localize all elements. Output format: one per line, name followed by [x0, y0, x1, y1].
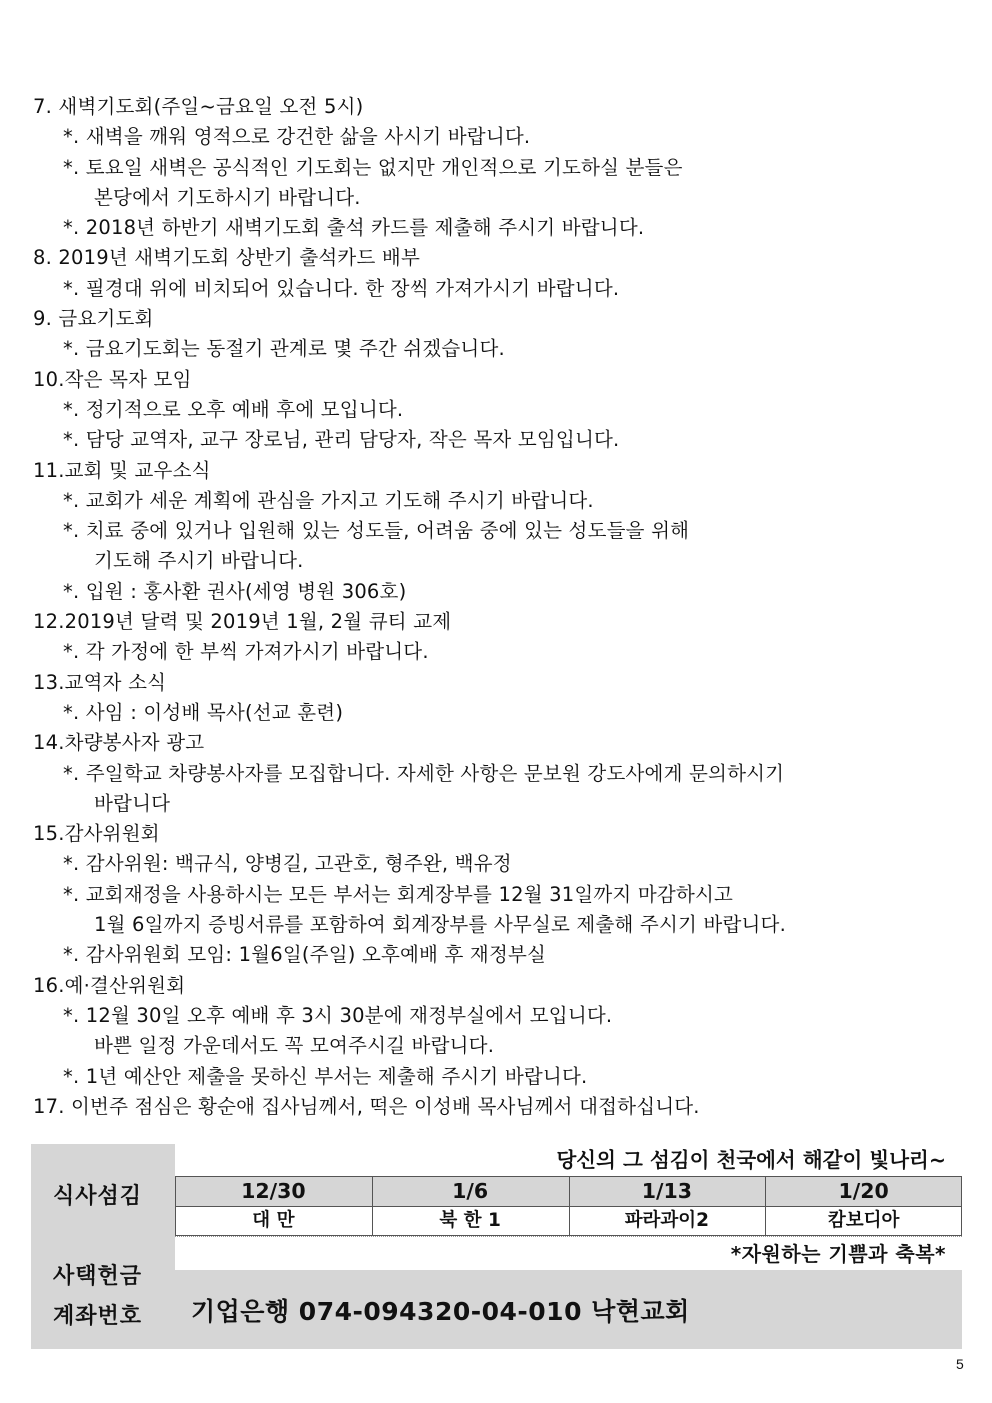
notice-heading: 8. 2019년 새벽기도회 상반기 출석카드 배부: [33, 246, 420, 270]
notice-item: 1월 6일까지 증빙서류를 포함하여 회계장부를 사무실로 제출해 주시기 바랍니다.: [94, 913, 786, 937]
notice-item: 본당에서 기도하시기 바랍니다.: [94, 185, 361, 209]
notice-heading: 12.2019년 달력 및 2019년 1월, 2월 큐티 교제: [33, 610, 452, 634]
notice-heading: 14.차량봉사자 광고: [33, 731, 205, 755]
notice-heading: 11.교회 및 교우소식: [33, 458, 211, 482]
notice-heading: 15.감사위원회: [33, 822, 160, 846]
schedule-date: 1/20: [765, 1176, 962, 1206]
notice-heading: 16.예·결산위원회: [33, 973, 186, 997]
notice-item: *. 교회가 세운 계획에 관심을 가지고 기도해 주시기 바랍니다.: [63, 488, 594, 512]
notice-item: *. 각 가정에 한 부씩 가져가시기 바랍니다.: [63, 640, 429, 664]
notice-item: *. 입원 : 홍사환 권사(세영 병원 306호): [63, 579, 407, 603]
notice-item: *. 2018년 하반기 새벽기도회 출석 카드를 제출해 주시기 바랍니다.: [63, 216, 645, 240]
notice-heading: 10.작은 목자 모임: [33, 367, 192, 391]
notice-item: *. 필경대 위에 비치되어 있습니다. 한 장씩 가져가시기 바랍니다.: [63, 276, 620, 300]
notice-heading: 9. 금요기도회: [33, 307, 154, 331]
notice-item: *. 담당 교역자, 교구 장로님, 관리 담당자, 작은 목자 모임입니다.: [63, 428, 620, 452]
notice-item: *. 감사위원회 모임: 1월6일(주일) 오후예배 후 재정부실: [63, 943, 547, 967]
table-rule: [175, 1176, 962, 1177]
notice-item: *. 금요기도회는 동절기 관계로 몇 주간 쉬겠습니다.: [63, 337, 505, 361]
page-number: 5: [956, 1356, 964, 1372]
notice-item: *. 1년 예산안 제출을 못하신 부서는 제출해 주시기 바랍니다.: [63, 1064, 588, 1088]
schedule-group: 캄보디아: [765, 1206, 962, 1236]
notice-item: *. 정기적으로 오후 예배 후에 모입니다.: [63, 397, 404, 421]
notice-item: *. 교회재정을 사용하시는 모든 부서는 회계장부를 12월 31일까지 마감하시고: [63, 882, 734, 906]
notice-heading: 13.교역자 소식: [33, 670, 167, 694]
notice-item: *. 치료 중에 있거나 입원해 있는 성도들, 어려움 중에 있는 성도들을 위해: [63, 519, 690, 543]
meal-service-label: 식사섬김: [53, 1184, 143, 1209]
notice-item: *. 사임 : 이성배 목사(선교 훈련): [63, 700, 344, 724]
schedule-group: 대 만: [175, 1206, 372, 1236]
notice-heading: 17. 이번주 점심은 황순애 집사님께서, 떡은 이성배 목사님께서 대접하십니다.: [33, 1094, 700, 1118]
schedule-date: 1/13: [569, 1176, 766, 1206]
account-label: 계좌번호: [53, 1304, 143, 1329]
schedule-group: 파라과이2: [569, 1206, 766, 1236]
schedule-date: 1/6: [372, 1176, 569, 1206]
notice-item: 바랍니다: [94, 791, 171, 815]
notice-item: *. 주일학교 차량봉사자를 모집합니다. 자세한 사항은 문보원 강도사에게 문의하시기: [63, 761, 785, 785]
motto-text: 당신의 그 섬김이 천국에서 해같이 빛나리~: [175, 1144, 962, 1176]
info-box: [31, 1144, 962, 1349]
notice-item: *. 새벽을 깨워 영적으로 강건한 삶을 사시기 바랍니다.: [63, 125, 531, 149]
notice-item: *. 토요일 새벽은 공식적인 기도회는 없지만 개인적으로 기도하실 분들은: [63, 155, 683, 179]
notice-item: *. 12월 30일 오후 예배 후 3시 30분에 재정부실에서 모입니다.: [63, 1003, 613, 1027]
schedule-date: 12/30: [175, 1176, 372, 1206]
notice-item: 기도해 주시기 바랍니다.: [94, 549, 304, 573]
donation-label: 사택헌금: [53, 1264, 143, 1289]
account-number: 기업은행 074-094320-04-010 낙현교회: [191, 1297, 690, 1326]
notice-list: [33, 92, 963, 1122]
table-rule: [175, 1206, 962, 1207]
notice-heading: 7. 새벽기도회(주일~금요일 오전 5시): [33, 95, 364, 118]
notice-item: *. 감사위원: 백규식, 양병길, 고관호, 형주완, 백유정: [63, 852, 512, 876]
notice-item: 바쁜 일정 가운데서도 꼭 모여주시길 바랍니다.: [94, 1034, 495, 1058]
schedule-group: 북 한 1: [372, 1206, 569, 1236]
meal-schedule-table: [175, 1176, 962, 1236]
donation-note: *자원하는 기쁨과 축복*: [175, 1236, 962, 1270]
